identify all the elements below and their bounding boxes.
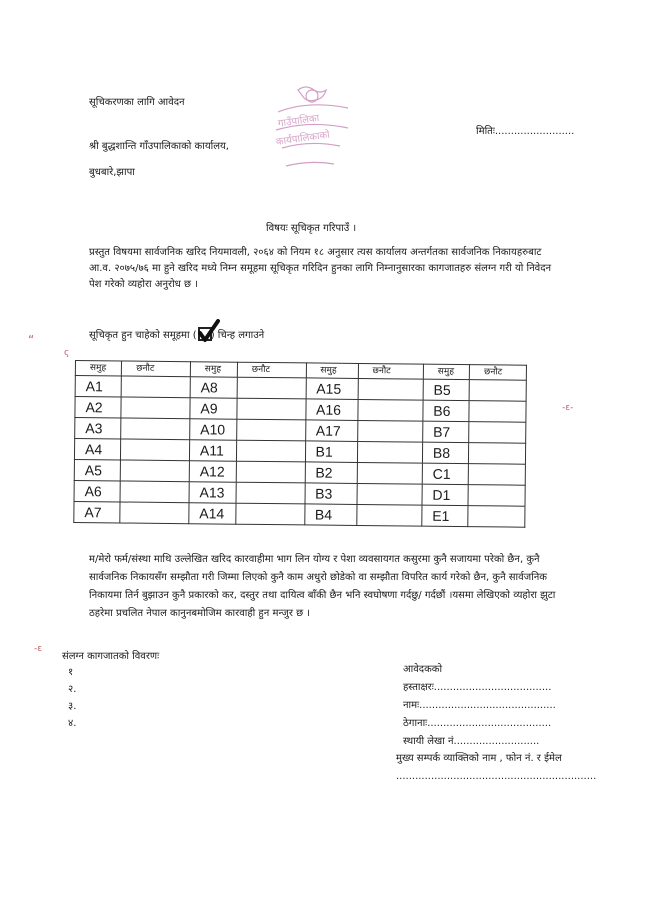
group-cell: A8 — [190, 377, 237, 398]
group-cell: A12 — [189, 461, 236, 482]
checkmark-icon — [196, 319, 224, 345]
group-cell: A2 — [75, 397, 122, 418]
column-header: समुह — [423, 364, 469, 379]
selection-cell[interactable] — [237, 398, 306, 420]
subject-line: विषयः सूचिकृत गरिपाउँ । — [266, 223, 357, 234]
group-cell: A10 — [190, 419, 237, 440]
margin-mark: -ε — [34, 644, 43, 654]
group-cell: B2 — [305, 462, 357, 484]
declaration-line: ठहरेमा प्रचलित नेपाल कानुनबमोजिम कारवाही हुन मन्जुर छ । — [89, 608, 311, 619]
declaration-line: निकायमा तिर्न बुझाउन कुनै प्रकारको कर, दस्तुर तथा दायित्व बाँकी छैन भनि स्वघोषणा गर्दछु/ गर्दछौं ।यसमा लेखिएको व्यहोरा झुटा — [89, 590, 556, 601]
selection-cell[interactable] — [468, 464, 525, 486]
attachment-item: २. — [68, 684, 77, 695]
column-header: छनौट — [237, 362, 306, 378]
group-cell: A13 — [189, 482, 236, 503]
selection-cell[interactable] — [468, 485, 525, 507]
selection-cell[interactable] — [469, 380, 526, 402]
group-cell: A6 — [74, 480, 121, 501]
recipient-office: श्री बुद्धशान्ति गाँउपालिकाको कार्यालय, — [89, 141, 229, 152]
applicant-heading: आवेदकको — [403, 664, 443, 675]
selection-cell[interactable] — [468, 506, 525, 528]
group-cell: B8 — [422, 442, 469, 463]
group-cell: B5 — [423, 379, 470, 400]
group-cell: A16 — [305, 399, 357, 421]
group-cell: A1 — [75, 376, 122, 397]
group-cell: A7 — [74, 501, 121, 522]
group-cell: B3 — [305, 483, 357, 505]
selection-cell[interactable] — [469, 422, 526, 444]
contact-label: मुख्य सम्पर्क व्याक्तिको नाम , फोन नं. र ईमेल — [396, 753, 562, 764]
margin-mark: ς — [64, 348, 70, 358]
margin-mark: “ — [28, 333, 35, 347]
intro-paragraph — [89, 245, 609, 293]
attachment-item: १ — [68, 667, 74, 678]
group-cell: C1 — [422, 463, 469, 484]
checkbox-instruction — [89, 330, 264, 342]
selection-cell[interactable] — [357, 420, 422, 442]
group-cell: A4 — [74, 439, 121, 460]
group-cell: A14 — [189, 503, 236, 524]
column-header: समुह — [75, 361, 121, 376]
column-header: समुह — [306, 363, 358, 379]
selection-cell[interactable] — [121, 397, 190, 419]
attachments-label: संलग्न कागजातको विवरणः — [62, 651, 160, 662]
group-cell: B6 — [423, 400, 470, 421]
selection-cell[interactable] — [358, 378, 423, 400]
group-cell: A9 — [190, 398, 237, 419]
selection-cell[interactable] — [358, 399, 423, 421]
intro-line: आ.व. २०७५/७६ मा हुने खरिद मध्ये निम्न समूहमा सूचिकृत गरिदिन हुनका लागि निम्नानुसारका कागजातहरु संलग्न गरी यो निवेदन — [89, 263, 552, 274]
declaration-paragraph — [89, 551, 609, 623]
selection-cell[interactable] — [357, 441, 422, 463]
selection-cell[interactable] — [121, 418, 190, 440]
group-cell: D1 — [422, 484, 469, 505]
date-field: मितिः......................... — [476, 126, 575, 137]
selection-cell[interactable] — [236, 440, 305, 462]
instruction-text-after: ) चिन्ह लगाउने — [210, 330, 265, 341]
svg-text:कार्यपालिकाको: कार्यपालिकाको — [275, 129, 331, 148]
attachment-item: ३. — [68, 701, 77, 712]
declaration-line: म/मेरो फर्म/संस्था माथि उल्लेखित खरिद कारवाहीमा भाग लिन योग्य र पेशा व्यवसायगत कसुरमा कुनै सजायमा परेको छैन, कुनै — [89, 554, 540, 565]
name-field: नामः........................................... — [403, 700, 556, 711]
selection-cell[interactable] — [121, 439, 190, 461]
group-cell: A17 — [305, 420, 357, 442]
signature-field: हस्ताक्षरः..................................... — [403, 682, 552, 693]
group-cell: A15 — [306, 378, 358, 400]
selection-cell[interactable] — [120, 481, 189, 503]
form-title: सूचिकरणका लागि आवेदन — [89, 97, 185, 108]
recipient-address: बुधबारे,झापा — [89, 167, 135, 178]
intro-line: प्रस्तुत विषयमा सार्वजनिक खरिद नियमावली, २०६४ को नियम १८ अनुसार त्यस कार्यालय अन्तर्गतका सार्वजनिक निकायहरुबाट — [89, 247, 542, 258]
intro-line: पेश गरेको व्यहोरा अनुरोध छ । — [89, 279, 198, 290]
attachment-item: ४. — [68, 718, 77, 729]
selection-cell[interactable] — [121, 460, 190, 482]
pan-field: स्थायी लेखा नं........................... — [403, 736, 540, 747]
svg-text:गाउँपालिका: गाउँपालिका — [277, 113, 320, 130]
selection-cell[interactable] — [237, 419, 306, 441]
selection-cell[interactable] — [469, 401, 526, 423]
group-cell: B7 — [423, 421, 470, 442]
column-header: छनौट — [469, 365, 526, 381]
selection-cell[interactable] — [121, 376, 190, 398]
selection-cell[interactable] — [357, 483, 422, 505]
selection-cell[interactable] — [469, 443, 526, 465]
selection-cell[interactable] — [357, 462, 422, 484]
group-cell: B1 — [305, 441, 357, 463]
office-seal — [268, 82, 356, 174]
declaration-line: सार्वजनिक निकायसँग सम्झौता गरी जिम्मा लिएको कुनै काम अधुरो छोडेको वा सम्झौता विपरित कार्य गरेको छैन, कुनै सार्वजनिक — [89, 572, 547, 583]
selection-cell[interactable] — [120, 502, 189, 524]
instruction-text-before: सूचिकृत हुन चाहेको समूहमा ( — [89, 330, 197, 341]
group-selection-table — [73, 360, 527, 528]
column-header: छनौट — [358, 363, 423, 379]
group-cell: E1 — [422, 505, 469, 526]
column-header: छनौट — [122, 361, 191, 377]
address-field: ठेगानाः....................................... — [403, 718, 552, 729]
table-row — [74, 501, 525, 527]
selection-cell[interactable] — [236, 503, 305, 525]
group-cell: A5 — [74, 459, 121, 480]
group-cell: B4 — [304, 504, 356, 526]
selection-cell[interactable] — [356, 504, 421, 526]
selection-cell[interactable] — [236, 461, 305, 483]
column-header: समुह — [190, 362, 237, 377]
margin-mark: -ε- — [562, 403, 574, 413]
group-cell: A11 — [189, 440, 236, 461]
group-cell: A3 — [75, 418, 122, 439]
selection-cell[interactable] — [237, 377, 306, 399]
contact-field: ............................................................... — [396, 771, 597, 782]
selection-cell[interactable] — [236, 482, 305, 504]
